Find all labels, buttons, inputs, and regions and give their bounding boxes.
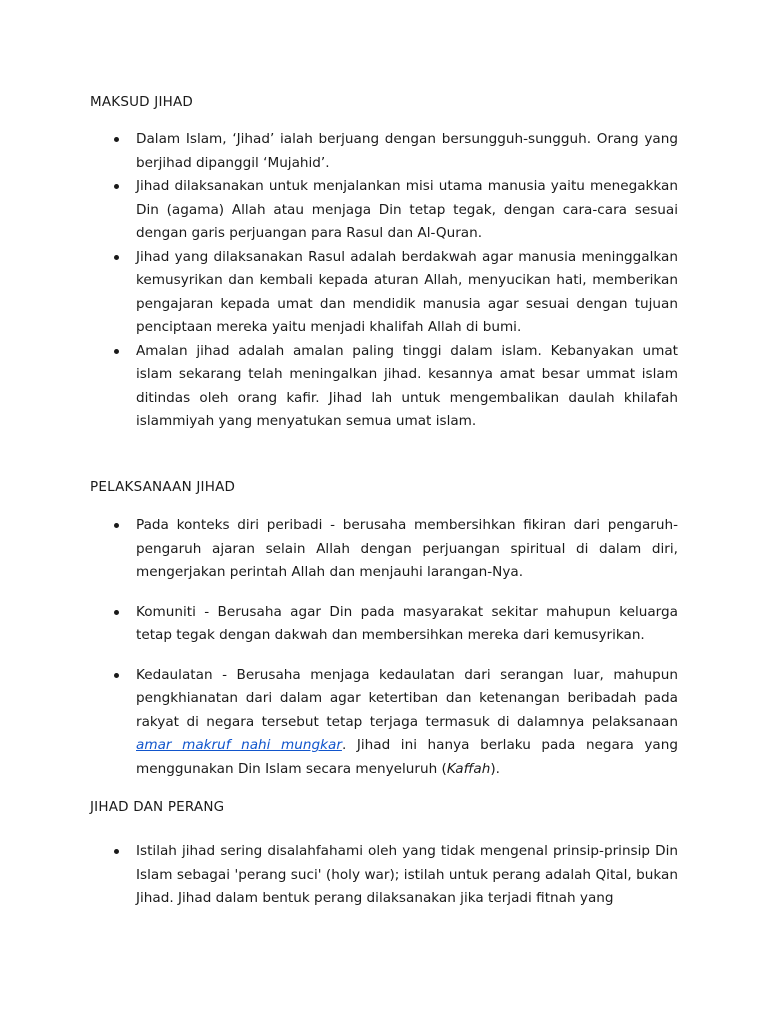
amar-makruf-link[interactable]: amar makruf nahi mungkar bbox=[136, 737, 342, 753]
section-heading-jihad-dan-perang: JIHAD DAN PERANG bbox=[90, 799, 225, 815]
maksud-jihad-list bbox=[112, 128, 678, 434]
list-item: Istilah jihad sering disalahfahami oleh yang tidak mengenal prinsip-prinsip Din Islam sebagai 'perang suci' (holy war); istilah untuk perang adalah Qital, bukan Jihad. Jihad dalam bentuk perang dilaksanakan jika terjadi fitnah yang bbox=[112, 840, 678, 911]
list-item: Dalam Islam, ‘Jihad’ ialah berjuang dengan bersungguh-sungguh. Orang yang berjihad dipanggil ‘Mujahid’. bbox=[112, 128, 678, 175]
list-item: Amalan jihad adalah amalan paling tinggi dalam islam. Kebanyakan umat islam sekarang telah meningalkan jihad. kesannya amat besar ummat islam ditindas oleh orang kafir. Jihad lah untuk mengembalikan daulah khilafah islammiyah yang menyatukan semua umat islam. bbox=[112, 340, 678, 434]
list-item: Jihad dilaksanakan untuk menjalankan misi utama manusia yaitu menegakkan Din (agama) Allah atau menjaga Din tetap tegak, dengan cara-cara sesuai dengan garis perjuangan para Rasul dan Al-Quran. bbox=[112, 175, 678, 246]
list-item: Pada konteks diri peribadi - berusaha membersihkan fikiran dari pengaruh-pengaruh ajaran selain Allah dengan perjuangan spiritual di dalam diri, mengerjakan perintah Allah dan menjauhi larangan-Nya. bbox=[112, 514, 678, 585]
kedaulatan-text-continued: . Jihad ini hanya berlaku pada negara yang menggunakan Din Islam secara menyeluruh ( bbox=[136, 737, 679, 777]
list-item: Jihad yang dilaksanakan Rasul adalah berdakwah agar manusia meninggalkan kemusyrikan dan kembali kepada aturan Allah, menyucikan hati, memberikan pengajaran kepada umat dan mendidik manusia agar sesuai dengan tujuan penciptaan mereka yaitu menjadi khalifah Allah di bumi. bbox=[112, 246, 678, 340]
list-item-kedaulatan bbox=[112, 664, 678, 782]
kaffah-term: Kaffah bbox=[446, 760, 491, 777]
list-item: Komuniti - Berusaha agar Din pada masyarakat sekitar mahupun keluarga tetap tegak dengan dakwah dan membersihkan mereka dari kemusyrikan. bbox=[112, 601, 678, 648]
jihad-dan-perang-list bbox=[112, 840, 678, 911]
kedaulatan-text-closing: ). bbox=[490, 760, 500, 777]
kedaulatan-text: Kedaulatan - Berusaha menjaga kedaulatan dari serangan luar, mahupun pengkhianatan dari dalam agar ketertiban dan ketenangan beribadah pada rakyat di negara tersebut tetap terjaga termasuk di dalamnya pelaksanaan bbox=[136, 666, 678, 730]
pelaksanaan-jihad-list bbox=[112, 514, 678, 781]
section-heading-pelaksanaan-jihad: PELAKSANAAN JIHAD bbox=[90, 479, 236, 495]
section-heading-maksud-jihad: MAKSUD JIHAD bbox=[90, 94, 194, 110]
